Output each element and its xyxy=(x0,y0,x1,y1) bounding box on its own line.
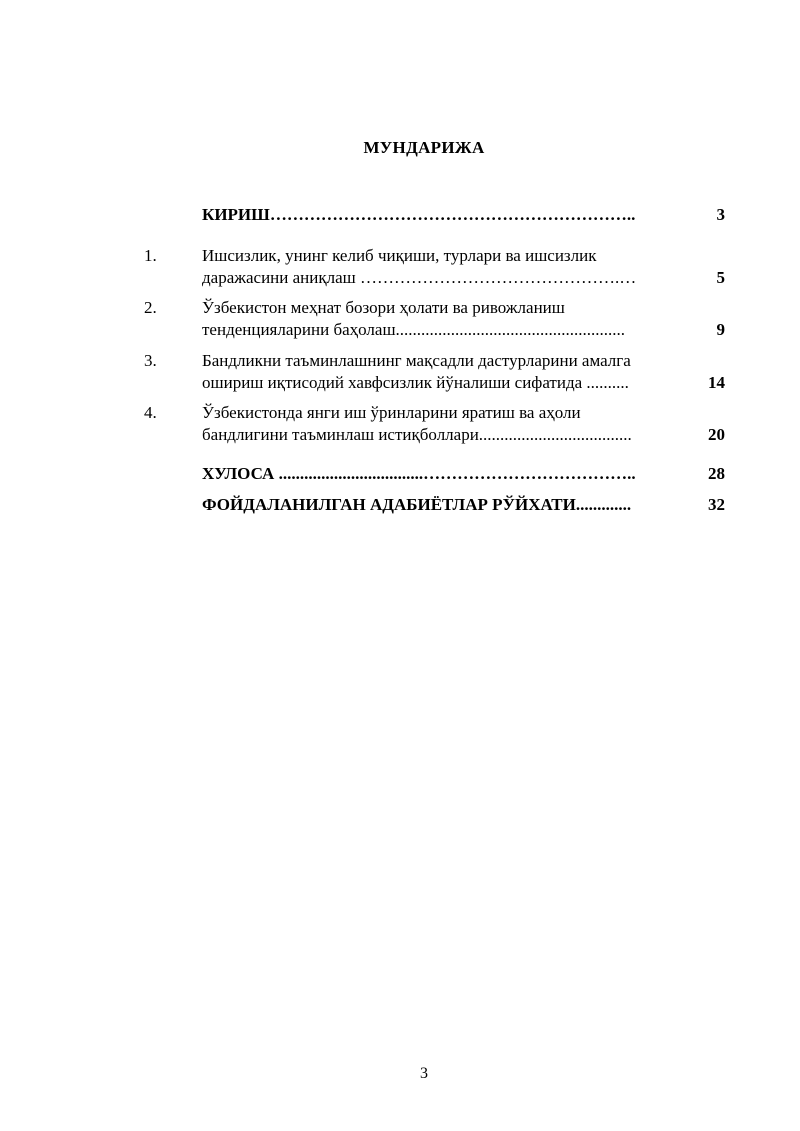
toc-title: МУНДАРИЖА xyxy=(363,138,485,157)
toc-entry-label-line1: Бандликни таъминлашнинг мақсадли дастурларини амалга xyxy=(202,351,631,370)
toc-entry-label-line1: Ишсизлик, унинг келиб чиқиши, турлари ва ишсизлик xyxy=(202,246,597,265)
toc-entry-page: 14 xyxy=(708,373,725,392)
toc-entry-number: 1. xyxy=(144,246,157,265)
toc-entry-label-line2: ошириш иқтисодий хавфсизлик йўналиши сифатида .......... xyxy=(202,373,629,392)
toc-entry-label-line2: бандлигини таъминлаш истиқболлари.................................... xyxy=(202,425,632,444)
toc-entry-label: ФОЙДАЛАНИЛГАН АДАБИЁТЛАР РЎЙХАТИ............. xyxy=(202,495,632,514)
toc-entry-number: 3. xyxy=(144,351,157,370)
toc-entry-number: 2. xyxy=(144,298,157,317)
toc-entry-label-line1: Ўзбекистонда янги иш ўринларини яратиш ва аҳоли xyxy=(202,403,581,422)
toc-entry-label-line2: даражасини аниқлаш ……………………………………….… xyxy=(202,268,637,287)
toc-entry-label-line1: Ўзбекистон меҳнат бозори ҳолати ва ривожланиш xyxy=(202,298,565,317)
toc-entry-label-line2: тенденцияларини баҳолаш...................................................... xyxy=(202,320,626,339)
toc-entry-page: 5 xyxy=(716,268,725,287)
toc-entry-label: ХУЛОСА ..................................……………………………….. xyxy=(202,464,636,483)
page-number: 3 xyxy=(420,1065,428,1082)
toc-entry-number: 4. xyxy=(144,403,157,422)
toc-entry-page: 9 xyxy=(716,320,725,339)
toc-entry-page: 3 xyxy=(716,205,725,224)
toc-entry-page: 28 xyxy=(708,464,725,483)
toc-entry-page: 20 xyxy=(708,425,725,444)
toc-entry-label: КИРИШ……………………………………………………….. xyxy=(202,205,636,224)
toc-entry-page: 32 xyxy=(708,495,725,514)
